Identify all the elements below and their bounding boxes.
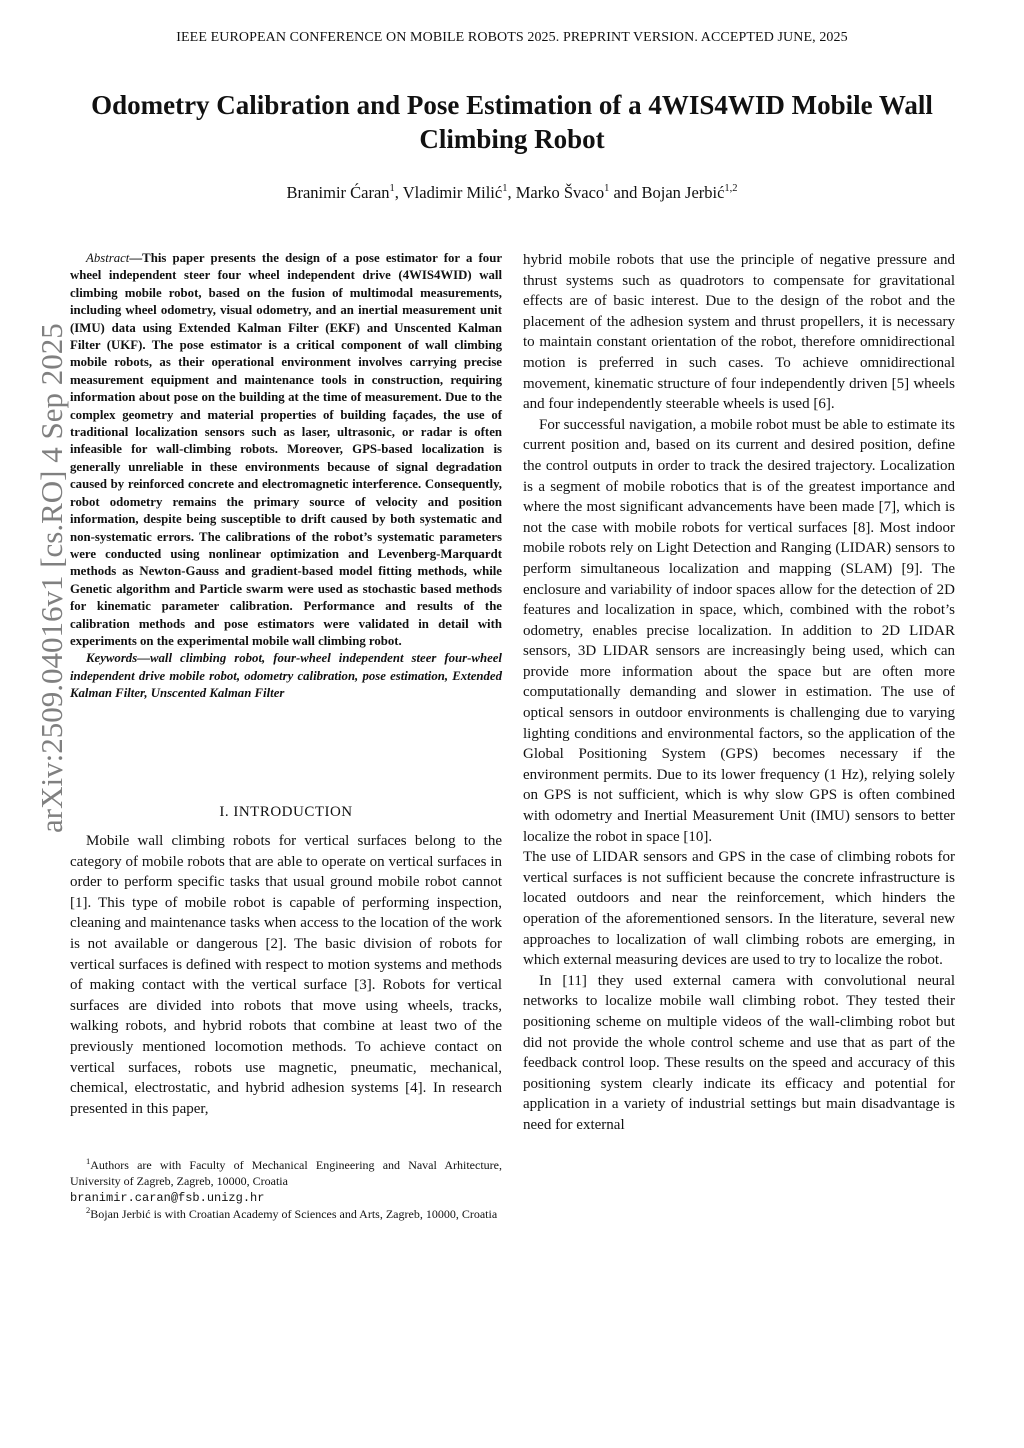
- section-heading-introduction: I. INTRODUCTION: [219, 804, 353, 820]
- footnote-1: $^1$Authors are with Faculty of Mechanical Engineering and Naval Arhitecture, University of Zagreb, Zagreb, 10000, Croatia branimir.caran@fsb.unizg.hr: [70, 1156, 502, 1205]
- body-paragraph: Mobile wall climbing robots for vertical surfaces belong to the category of mobile robots that are able to operate on vertical surfaces in order to perform specific tasks that usual ground mobile robot cannot [1]. This type of mobile robot is capable of performing inspection, cleaning and maintenance tasks when access to the location of the work is not available or dangerous [2]. The basic division of robots for vertical surfaces is defined with respect to motion systems and methods of making contact with the vertical surface [3]. Robots for vertical surfaces are divided into robots that move using wheels, tracks, walking robots, and hybrid robots that combine at least two of the previously mentioned locomotion methods. To achieve contact on vertical surfaces, robots use magnetic, pneumatic, mechanical, chemical, electrostatic, and hybrid adhesion systems [4]. In research presented in this paper,: [70, 833, 502, 1117]
- author-affiliation: 1: [389, 183, 395, 194]
- running-header: IEEE EUROPEAN CONFERENCE ON MOBILE ROBOTS 2025. PREPRINT VERSION. ACCEPTED JUNE, 2025: [176, 30, 848, 45]
- author-name: Branimir Ćaran: [286, 183, 390, 202]
- body-paragraph: hybrid mobile robots that use the principle of negative pressure and thrust systems such as quadrotors to compensate for gravitational effects are of basic interest. Due to the design of the robot and the placement of the adhesion system and thrust propellers, it is necessary to maintain constant orientation of the robot, therefore omnidirectional motion is preferred in such cases. To achieve omnidirectional movement, kinematic structure of four independently driven [5] wheels and four independently steerable wheels is used [6].: [523, 252, 955, 413]
- author-affiliation: 1: [502, 183, 508, 194]
- abstract: [70, 250, 502, 650]
- author-affiliation: 1: [604, 183, 610, 194]
- left-column: [70, 250, 502, 703]
- body-paragraph: The use of LIDAR sensors and GPS in the case of climbing robots for vertical surfaces is not sufficient because the concrete infrastructure is located outdoors and near the reinforcement, which hinders the operation of the aforementioned sensors. In the literature, several new approaches to localization of wall climbing robots are emerging, in which external measuring devices are used to try to localize the robot.: [523, 849, 955, 969]
- footnote-2: $^2$Bojan Jerbić is with Croatian Academy of Sciences and Arts, Zagreb, 10000, Croatia: [86, 1205, 498, 1221]
- arxiv-identifier[interactable]: arXiv:2509.04016v1 [cs.RO] 4 Sep 2025: [34, 323, 69, 833]
- author-name: Marko Švaco: [515, 183, 605, 202]
- keywords: Keywords—wall climbing robot, four-wheel independent steer four-wheel independent drive mobile robot, odometry calibration, pose estimation, Extended Kalman Filter, Unscented Kalman Filter: [70, 651, 502, 701]
- body-paragraph: For successful navigation, a mobile robot must be able to estimate its current position and, based on its current and desired position, define the control outputs in order to track the desired trajectory. Localization is a segment of mobile robotics that is of the greatest importance and where the most significant advancements have been made [7], which is not the case with mobile robots for vertical surfaces [8]. Most indoor mobile robots rely on Light Detection and Ranging (LIDAR) sensors to perform simultaneous localization and mapping (SLAM) [9]. The enclosure and variability of indoor spaces allow for the detection of 2D features and localization in space, which, combined with the robot’s odometry, enables precise localization. In addition to 2D LIDAR sensors, 3D LIDAR sensors are increasingly being used, which can provide more information about the space but are often more computationally demanding and slower in estimation. The use of optical sensors in outdoor environments is challenging due to varying lighting conditions and environmental factors, so the application of the Global Positioning System (GPS) becomes necessary if the environment permits. Due to its lower frequency (1 Hz), relying solely on GPS is not sufficient, which is why slow GPS is often combined with odometry and Inertial Measurement Unit (IMU) sensors to better localize the robot in space [10].: [523, 416, 955, 845]
- body-paragraph: In [11] they used external camera with convolutional neural networks to localize mobile wall climbing robot. They tested their positioning scheme on multiple videos of the wall-climbing robot but did not provide the whole control scheme and use that as part of the feedback control loop. These results on the speed and accuracy of this positioning system clearly indicate its efficacy and potential for application in a variety of industrial settings but main disadvantage is need for external: [523, 972, 955, 1133]
- author-name: Vladimir Milić: [402, 183, 503, 202]
- footnotes: [70, 1157, 502, 1222]
- author-list: Branimir Ćaran$^1$, Vladimir Milić$^1$, Marko Švaco$^1$ and Bojan Jerbić$^{1,2}$: [286, 183, 738, 202]
- author-name: Bojan Jerbić: [641, 183, 725, 202]
- author-affiliation: 1,2: [724, 183, 738, 194]
- footnote-mark: 2: [86, 1205, 91, 1215]
- paper-title: Odometry Calibration and Pose Estimation of a 4WIS4WID Mobile Wall Climbing Robot: [91, 90, 933, 154]
- abstract-text: —This paper presents the design of a pose estimator for a four wheel independent steer four wheel independent drive (4WIS4WID) wall climbing mobile robot, based on the fusion of multimodal measurements, including wheel odometry, visual odometry, and an inertial measurement unit (IMU) data using Extended Kalman Filter (EKF) and Unscented Kalman Filter (UKF). The pose estimator is a critical component of wall climbing mobile robots, as their operational environment involves carrying precise measurement equipment and maintenance tools in construction, requiring information about pose on the building at the time of measurement. Due to the complex geometry and material properties of building façades, the use of traditional localization sensors such as laser, ultrasonic, or radar is often infeasible for wall-climbing robots. Moreover, GPS-based localization is generally unreliable in these environments because of signal degradation caused by reinforced concrete and electromagnetic interference. Consequently, robot odometry remains the primary source of velocity and position information, despite being susceptible to drift caused by both systematic and non-systematic errors. The calibrations of the robot’s systematic parameters were conducted using nonlinear optimization and Levenberg-Marquardt methods as Newton-Gauss and gradient-based model fitting methods, while Genetic algorithm and Particle swarm were used as stochastic based methods for kinematic parameter calibration. Performance and results of the calibration methods and pose estimators were validated in detail with experiments on the experimental mobile wall climbing robot.: [70, 251, 502, 648]
- introduction-body-left: [70, 831, 502, 1119]
- footnote-mark: 1: [86, 1156, 91, 1166]
- abstract-label: Abstract: [86, 251, 130, 265]
- author-email-link[interactable]: branimir.caran@fsb.unizg.hr: [70, 1191, 265, 1205]
- introduction-body-right: [523, 250, 955, 1136]
